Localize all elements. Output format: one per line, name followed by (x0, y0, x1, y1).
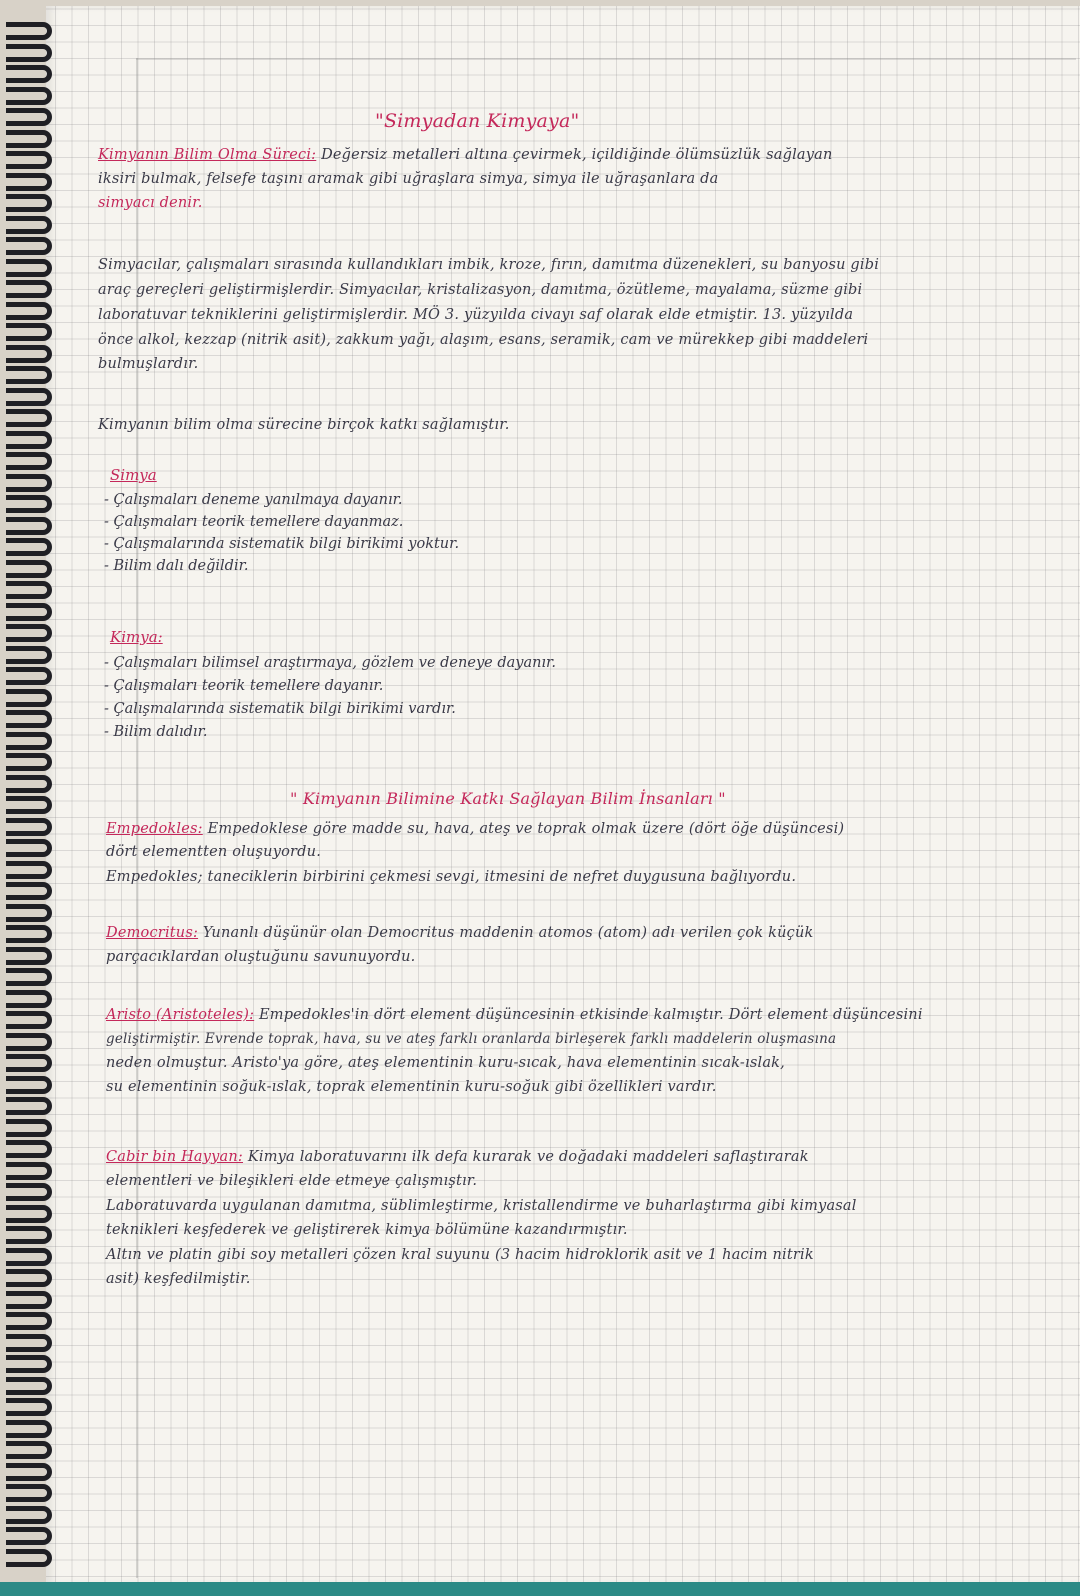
cabir-line: Altın ve platin gibi soy metalleri çözen kral suyunu (3 hacim hidroklorik asit ve 1 hacim nitrik (106, 1247, 814, 1263)
spiral-coil (6, 689, 52, 707)
spiral-coil (6, 1076, 52, 1094)
simya-item: - Çalışmalarında sistematik bilgi birikimi yoktur. (104, 536, 460, 552)
spiral-coil (6, 861, 52, 879)
spiral-coil (6, 1377, 52, 1395)
para1-line: laboratuvar tekniklerini geliştirmişlerdir. MÖ 3. yüzyılda civayı saf olarak elde etmiştir. 13. yüzyılda (98, 307, 854, 323)
spiral-coil (6, 1506, 52, 1524)
kimya-item: - Çalışmaları bilimsel araştırmaya, gözlem ve deneye dayanır. (104, 655, 557, 671)
spiral-coil (6, 968, 52, 986)
bottom-cover-edge (0, 1582, 1080, 1596)
aristo-line: su elementinin soğuk-ıslak, toprak elementinin kuru-soğuk gibi özellikleri vardır. (106, 1079, 717, 1095)
spiral-coil (6, 1162, 52, 1180)
spiral-coil (6, 280, 52, 298)
cabir-line: elementleri ve bileşikleri elde etmeye çalışmıştır. (106, 1173, 478, 1189)
aristo-line-1: Aristo (Aristoteles): Empedokles'in dört element düşüncesinin etkisinde kalmıştır. Dört element düşüncesini (106, 1007, 923, 1023)
spiral-coil (6, 796, 52, 814)
intro-line-2: iksiri bulmak, felsefe taşını aramak gibi uğraşlara simya, simya ile uğraşanlara da (98, 171, 719, 187)
spiral-coil (6, 108, 52, 126)
spiral-coil (6, 1312, 52, 1330)
spiral-coil (6, 990, 52, 1008)
spiral-binding (0, 0, 70, 1596)
subtitle: " Kimyanın Bilimine Katkı Sağlayan Bilim İnsanları " (290, 789, 726, 808)
aristo-name: Aristo (Aristoteles): (106, 1007, 255, 1023)
spiral-coil (6, 173, 52, 191)
spiral-coil (6, 1054, 52, 1072)
spiral-coil (6, 1291, 52, 1309)
para1-line: araç gereçleri geliştirmişlerdir. Simyacılar, kristalizasyon, damıtma, özütleme, mayalama, süzme gibi (98, 282, 863, 298)
spiral-coil (6, 517, 52, 535)
simya-item: - Bilim dalı değildir. (104, 558, 249, 574)
spiral-coil (6, 65, 52, 83)
spiral-coil (6, 904, 52, 922)
spiral-coil (6, 1269, 52, 1287)
spiral-coil (6, 1033, 52, 1051)
spiral-coil (6, 22, 52, 40)
spiral-coil (6, 1183, 52, 1201)
spiral-coil (6, 431, 52, 449)
spiral-coil (6, 1441, 52, 1459)
spiral-coil (6, 302, 52, 320)
spiral-coil (6, 323, 52, 341)
kimya-item: - Çalışmalarında sistematik bilgi birikimi vardır. (104, 701, 456, 717)
spiral-coil (6, 710, 52, 728)
cabir-name: Cabir bin Hayyan: (106, 1149, 244, 1165)
spiral-coil (6, 818, 52, 836)
cabir-line: teknikleri keşfederek ve geliştirerek kimya bölümüne kazandırmıştır. (106, 1222, 628, 1238)
spiral-coil (6, 345, 52, 363)
spiral-coil (6, 1334, 52, 1352)
top-rule (136, 58, 1076, 60)
spiral-coil (6, 775, 52, 793)
spiral-coil (6, 667, 52, 685)
page-title: "Simyadan Kimyaya" (375, 110, 580, 132)
spiral-coil (6, 1140, 52, 1158)
intro-line-1: Kimyanın Bilim Olma Süreci: Değersiz metalleri altına çevirmek, içildiğinde ölümsüzlük sağlayan (98, 147, 833, 163)
spiral-coil (6, 839, 52, 857)
simya-item: - Çalışmaları deneme yanılmaya dayanır. (104, 492, 403, 508)
spiral-coil (6, 237, 52, 255)
spiral-coil (6, 87, 52, 105)
spiral-coil (6, 1119, 52, 1137)
spiral-coil (6, 216, 52, 234)
para2: Kimyanın bilim olma sürecine birçok katkı sağlamıştır. (98, 417, 510, 433)
empedokles-name: Empedokles: (106, 821, 203, 837)
spiral-coil (6, 1226, 52, 1244)
spiral-coil (6, 130, 52, 148)
spiral-coil (6, 882, 52, 900)
spiral-coil (6, 1463, 52, 1481)
spiral-coil (6, 538, 52, 556)
spiral-coil (6, 947, 52, 965)
spiral-coil (6, 1355, 52, 1373)
spiral-coil (6, 925, 52, 943)
spiral-coil (6, 581, 52, 599)
kimya-label: Kimya: (110, 628, 163, 646)
spiral-coil (6, 151, 52, 169)
intro-line-3: simyacı denir. (98, 195, 203, 211)
spiral-coil (6, 1527, 52, 1545)
spiral-coil (6, 732, 52, 750)
spiral-coil (6, 495, 52, 513)
spiral-coil (6, 1549, 52, 1567)
spiral-coil (6, 474, 52, 492)
spiral-coil (6, 194, 52, 212)
aristo-line: geliştirmiştir. Evrende toprak, hava, su ve ateş farklı oranlarda birleşerek farklı maddelerin oluşmasına (106, 1031, 837, 1047)
empedokles-line: dört elementten oluşuyordu. (106, 844, 321, 860)
spiral-coil (6, 259, 52, 277)
spiral-coil (6, 1484, 52, 1502)
democritus-name: Democritus: (106, 925, 199, 941)
spiral-coil (6, 646, 52, 664)
spiral-coil (6, 603, 52, 621)
spiral-coil (6, 1420, 52, 1438)
simya-item: - Çalışmaları teorik temellere dayanmaz. (104, 514, 404, 530)
spiral-coil (6, 366, 52, 384)
spiral-coil (6, 452, 52, 470)
spiral-coil (6, 1398, 52, 1416)
para1-line: önce alkol, kezzap (nitrik asit), zakkum yağı, alaşım, esans, seramik, cam ve mürekkep gibi maddeleri (98, 332, 869, 348)
aristo-line: neden olmuştur. Aristo'ya göre, ateş elementinin kuru-sıcak, hava elementinin sıcak-ıslak, (106, 1055, 785, 1071)
spiral-coil (6, 1205, 52, 1223)
spiral-coil (6, 753, 52, 771)
para1-line: Simyacılar, çalışmaları sırasında kullandıkları imbik, kroze, fırın, damıtma düzenekleri, su banyosu gibi (98, 257, 880, 273)
spiral-coil (6, 1248, 52, 1266)
spiral-coil (6, 44, 52, 62)
empedokles-line-1: Empedokles: Empedoklese göre madde su, hava, ateş ve toprak olmak üzere (dört öğe düşüncesi) (106, 821, 845, 837)
spiral-coil (6, 624, 52, 642)
kimya-item: - Çalışmaları teorik temellere dayanır. (104, 678, 384, 694)
cabir-line: Laboratuvarda uygulanan damıtma, süblimleştirme, kristallendirme ve buharlaştırma gibi kimyasal (106, 1198, 857, 1214)
spiral-coil (6, 1011, 52, 1029)
spiral-coil (6, 409, 52, 427)
kimya-item: - Bilim dalıdır. (104, 724, 208, 740)
cabir-line: asit) keşfedilmiştir. (106, 1271, 251, 1287)
democritus-line: parçacıklardan oluştuğunu savunuyordu. (106, 949, 416, 965)
spiral-coil (6, 1097, 52, 1115)
empedokles-line: Empedokles; taneciklerin birbirini çekmesi sevgi, itmesini de nefret duygusuna bağlıyordu. (106, 869, 797, 885)
cabir-line-1: Cabir bin Hayyan: Kimya laboratuvarını ilk defa kurarak ve doğadaki maddeleri saflaştırarak (106, 1149, 809, 1165)
simya-label: Simya (110, 466, 157, 484)
spiral-coil (6, 560, 52, 578)
para1-line: bulmuşlardır. (98, 356, 199, 372)
democritus-line-1: Democritus: Yunanlı düşünür olan Democritus maddenin atomos (atom) adı verilen çok küçük (106, 925, 814, 941)
spiral-coil (6, 388, 52, 406)
intro-heading: Kimyanın Bilim Olma Süreci: (98, 147, 317, 163)
